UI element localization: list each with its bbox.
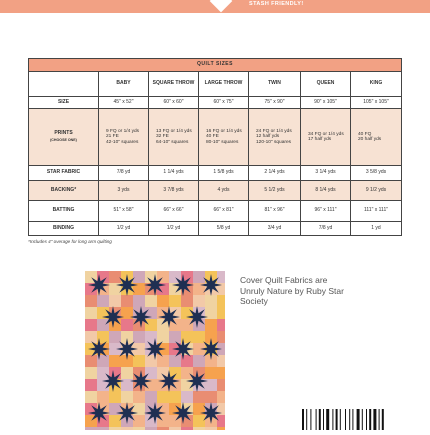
quilt-star: [88, 274, 110, 296]
quilt-block: [193, 355, 205, 367]
quilt-star: [158, 370, 180, 392]
barcode-bar: [345, 409, 346, 430]
list-item: • 64-10" squares: [156, 140, 198, 145]
quilt-star: [144, 274, 166, 296]
quilt-block: [217, 307, 225, 319]
quilt-block: [85, 331, 97, 343]
list-item: • 34 FQ or 1/4 yds: [308, 132, 350, 137]
quilt-block: [109, 295, 121, 307]
list-item: • 21 FE: [106, 134, 148, 139]
header-corner: [29, 72, 99, 97]
barcode-bar: [306, 409, 307, 430]
table-cell: 3/4 yd: [249, 221, 301, 235]
barcode-bar: [332, 409, 333, 430]
quilt-star: [116, 274, 138, 296]
quilt-block: [217, 295, 225, 307]
table-cell: 1 1/4 yds: [149, 166, 199, 180]
quilt-star: [144, 338, 166, 360]
table-cell: 51" x 58": [99, 201, 149, 222]
table-cell: 66" x 81": [199, 201, 249, 222]
table-cell: 1 yd: [351, 221, 402, 235]
table-cell: 7/8 yd: [301, 221, 351, 235]
quilt-star: [116, 338, 138, 360]
table-cell: 5/8 yd: [199, 221, 249, 235]
quilt-pattern: [85, 271, 225, 430]
table-cell: 2 1/4 yds: [249, 166, 301, 180]
barcode-bars: [300, 409, 420, 430]
quilt-block: [121, 367, 133, 379]
row-label-backing: BACKING*: [29, 180, 99, 201]
quilt-star: [172, 338, 194, 360]
row-label-size: SIZE: [29, 96, 99, 108]
list-item: • 80-10" squares: [206, 140, 248, 145]
barcode-bar: [302, 409, 304, 430]
quilt-block: [133, 391, 145, 403]
table-cell: 3 yds: [99, 180, 149, 201]
table-row: [29, 180, 402, 201]
backing-footnote: *Includes 4" overage for long arm quilting: [28, 239, 112, 244]
quilt-block: [97, 319, 109, 331]
quilt-block: [193, 415, 205, 427]
table-cell: [99, 108, 149, 166]
quilt-block: [157, 391, 169, 403]
table-cell: [301, 108, 351, 166]
table-row: [29, 108, 402, 166]
quilt-block: [133, 295, 145, 307]
list-item: • 16 FQ or 1/4 yds: [206, 129, 248, 134]
quilt-block: [145, 367, 157, 379]
list-item: • 42-10" squares: [106, 140, 148, 145]
quilt-block: [133, 331, 145, 343]
table-cell: 1 5/8 yds: [199, 166, 249, 180]
quilt-block: [121, 319, 133, 331]
row-label-binding: BINDING: [29, 221, 99, 235]
quilt-star: [172, 402, 194, 424]
quilt-star: [130, 370, 152, 392]
barcode-bar: [366, 409, 367, 430]
prints-sublabel: (CHOOSE ONE): [50, 137, 77, 142]
table-cell: 90" x 105": [301, 96, 351, 108]
quilt-block: [217, 367, 225, 379]
barcode-bar: [316, 409, 317, 430]
quilt-block: [145, 391, 157, 403]
quilt-block: [193, 391, 205, 403]
table-cell: 3 1/4 yds: [301, 166, 351, 180]
quilt-block: [97, 367, 109, 379]
list-item: • 9 FQ or 1/4 yds: [106, 129, 148, 134]
quilt-star: [88, 338, 110, 360]
table-cell: 45" x 52": [99, 96, 149, 108]
table-cell: 3 7/8 yds: [149, 180, 199, 201]
quilt-block: [181, 319, 193, 331]
quilt-star: [158, 306, 180, 328]
table-cell: [249, 108, 301, 166]
quilt-star: [186, 370, 208, 392]
quilt-star: [130, 306, 152, 328]
col-header: KING: [351, 72, 402, 97]
quilt-star: [116, 402, 138, 424]
quilt-block: [85, 367, 97, 379]
quilt-star: [172, 274, 194, 296]
quilt-block: [217, 391, 225, 403]
quilt-block: [121, 295, 133, 307]
quilt-block: [97, 391, 109, 403]
quilt-block: [85, 391, 97, 403]
quilt-block: [145, 295, 157, 307]
quilt-block: [169, 391, 181, 403]
barcode-bar: [362, 409, 363, 430]
quilt-block: [157, 355, 169, 367]
list-item: • 20 half yds: [358, 137, 401, 142]
quilt-block: [109, 271, 121, 283]
quilt-block: [217, 379, 225, 391]
list-item: • 17 half yds: [308, 137, 350, 142]
barcode-bar: [369, 409, 371, 430]
table-row: [29, 221, 402, 235]
quilt-block: [109, 355, 121, 367]
quilt-block: [181, 295, 193, 307]
quilt-block: [85, 307, 97, 319]
row-label-batting: BATTING: [29, 201, 99, 222]
header-banner-text: STASH FRIENDLY!: [249, 1, 304, 7]
quilt-star: [186, 306, 208, 328]
quilt-block: [205, 391, 217, 403]
list-item: • 40 FE: [206, 134, 248, 139]
table-cell: [351, 108, 402, 166]
barcode-bar: [319, 409, 321, 430]
quilt-block: [133, 271, 145, 283]
barcode-bar: [326, 409, 329, 430]
barcode-bar: [323, 409, 324, 430]
quilt-block: [85, 319, 97, 331]
cover-fabric-caption: Cover Quilt Fabrics are Unruly Nature by Ruby Star Society: [240, 275, 344, 306]
barcode-bar: [349, 409, 350, 430]
quilt-block: [109, 331, 121, 343]
quilt-star: [88, 402, 110, 424]
quilt-block: [169, 331, 181, 343]
quilt-block: [133, 355, 145, 367]
table-cell: 111" x 111": [351, 201, 402, 222]
list-item: • 40 FQ: [358, 132, 401, 137]
quilt-block: [133, 415, 145, 427]
quilt-block: [109, 391, 121, 403]
quilt-block: [217, 319, 225, 331]
table-cell: 66" x 66": [149, 201, 199, 222]
table-cell: 4 yds: [199, 180, 249, 201]
quilt-block: [85, 295, 97, 307]
quilt-star: [200, 402, 222, 424]
table-cell: 9 1/2 yds: [351, 180, 402, 201]
col-header: BABY: [99, 72, 149, 97]
table-cell: 105" x 105": [351, 96, 402, 108]
barcode-bar: [310, 409, 311, 430]
table-cell: 8 1/4 yds: [301, 180, 351, 201]
table-cell: 75" x 90": [249, 96, 301, 108]
quilt-block: [217, 355, 225, 367]
table-row: [29, 96, 402, 108]
quilt-block: [157, 295, 169, 307]
quilt-block: [85, 379, 97, 391]
barcode-bar: [336, 409, 338, 430]
quilt-block: [121, 391, 133, 403]
table-cell: 60" x 60": [149, 96, 199, 108]
quilt-block: [169, 295, 181, 307]
barcode-bar: [340, 409, 341, 430]
barcode-bar: [373, 409, 376, 430]
quilt-block: [205, 295, 217, 307]
prints-label: PRINTS: [54, 130, 73, 137]
barcode-bar: [382, 409, 384, 430]
list-item: • 120-10" squares: [256, 140, 300, 145]
quilt-block: [97, 295, 109, 307]
table-cell: 3 5/8 yds: [351, 166, 402, 180]
quilt-star: [200, 274, 222, 296]
quilt-star: [102, 306, 124, 328]
quilt-block: [169, 355, 181, 367]
quilt-block: [145, 319, 157, 331]
row-label-star-fabric: STAR FABRIC: [29, 166, 99, 180]
quilt-star: [144, 402, 166, 424]
quilt-star: [200, 338, 222, 360]
barcode-bar: [352, 409, 353, 430]
table-cell: 1/2 yd: [99, 221, 149, 235]
col-header: SQUARE THROW: [149, 72, 199, 97]
table-cell: 7/8 yd: [99, 166, 149, 180]
list-item: • 13 FQ or 1/4 yds: [156, 129, 198, 134]
quilt-block: [181, 367, 193, 379]
list-item: • 32 FE: [156, 134, 198, 139]
col-header: LARGE THROW: [199, 72, 249, 97]
quilt-block: [193, 271, 205, 283]
table-cell: 1/2 yd: [149, 221, 199, 235]
quilt-block: [193, 331, 205, 343]
table-cell: 60" x 75": [199, 96, 249, 108]
list-item: • 12 half yds: [256, 134, 300, 139]
quilt-star: [102, 370, 124, 392]
quilt-block: [157, 331, 169, 343]
quilt-block: [217, 331, 225, 343]
quilt-block: [205, 367, 217, 379]
table-cell: 96" x 111": [301, 201, 351, 222]
col-header: TWIN: [249, 72, 301, 97]
table-cell: [149, 108, 199, 166]
barcode-bar: [379, 409, 380, 430]
quilt-block: [205, 319, 217, 331]
quilt-block: [217, 271, 225, 283]
list-item: • 24 FQ or 1/4 yds: [256, 129, 300, 134]
cover-quilt-image: [85, 271, 225, 430]
row-label-prints: [29, 108, 99, 166]
quilt-block: [85, 355, 97, 367]
barcode-bar: [357, 409, 360, 430]
table-row: [29, 166, 402, 180]
table-title: QUILT SIZES: [29, 59, 402, 72]
table-cell: 81" x 96": [249, 201, 301, 222]
quilt-sizes-table: [28, 58, 402, 236]
table-row: [29, 201, 402, 222]
quilt-block: [109, 415, 121, 427]
table-cell: 5 1/2 yds: [249, 180, 301, 201]
quilt-block: [193, 295, 205, 307]
quilt-block: [217, 415, 225, 427]
quilt-block: [181, 391, 193, 403]
barcode: [300, 409, 420, 430]
table-cell: [199, 108, 249, 166]
col-header: QUEEN: [301, 72, 351, 97]
